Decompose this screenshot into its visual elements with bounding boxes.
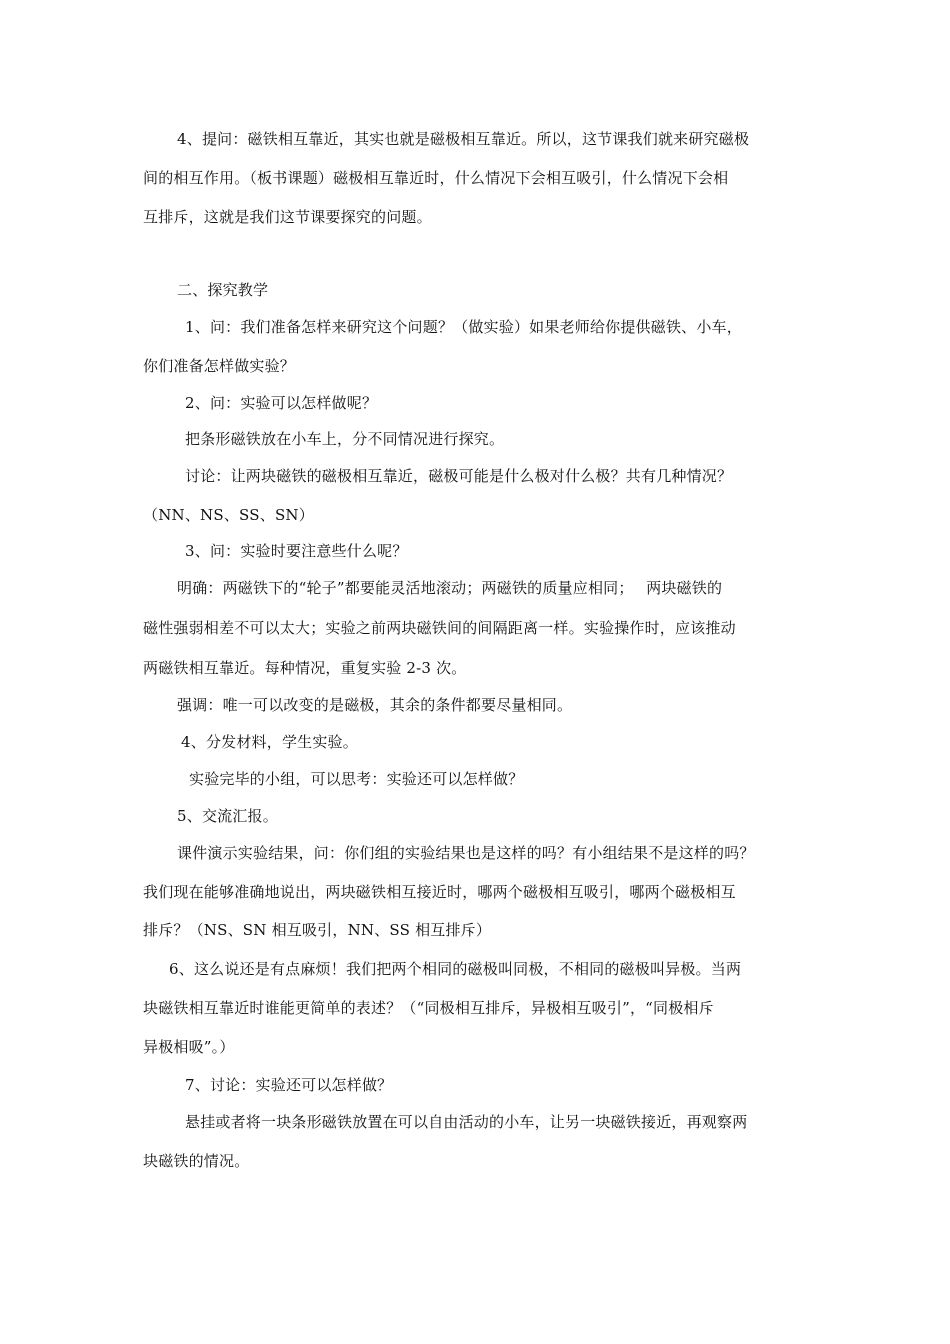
paragraph-line: 块磁铁的情况。: [143, 1152, 250, 1170]
paragraph-line: 课件演示实验结果，问：你们组的实验结果也是这样的吗？有小组结果不是这样的吗？: [177, 844, 755, 862]
paragraph-line: 间的相互作用。（板书课题）磁极相互靠近时，什么情况下会相互吸引，什么情况下会相: [143, 169, 729, 187]
paragraph-line: 4、提问：磁铁相互靠近，其实也就是磁极相互靠近。所以，这节课我们就来研究磁极: [177, 130, 750, 148]
paragraph-line: 把条形磁铁放在小车上，分不同情况进行探究。: [185, 430, 505, 448]
paragraph-line: 磁性强弱相差不可以太大；实验之前两块磁铁间的间隔距离一样。实验操作时，应该推动: [143, 619, 736, 637]
paragraph-line: 互排斥，这就是我们这节课要探究的问题。: [143, 208, 432, 226]
paragraph-line: 排斥？（NS、SN 相互吸引，NN、SS 相互排斥）: [143, 921, 492, 939]
paragraph-line: 1、问：我们准备怎样来研究这个问题？（做实验）如果老师给你提供磁铁、小车，: [185, 318, 742, 336]
paragraph-line: 5、交流汇报。: [177, 807, 278, 825]
paragraph-line: 2、问：实验可以怎样做呢？: [185, 394, 378, 412]
paragraph-line: 6、这么说还是有点麻烦！我们把两个相同的磁极叫同极，不相同的磁极叫异极。当两: [169, 960, 742, 978]
paragraph-line: 我们现在能够准确地说出，两块磁铁相互接近时，哪两个磁极相互吸引，哪两个磁极相互: [143, 883, 736, 901]
paragraph-line: 3、问：实验时要注意些什么呢？: [185, 542, 408, 560]
paragraph-line: 块磁铁相互靠近时谁能更简单的表述？（“同极相互排斥，异极相互吸引”，“同极相斥: [143, 999, 714, 1017]
paragraph-line: 两磁铁相互靠近。每种情况，重复实验 2-3 次。: [143, 659, 467, 677]
paragraph-line: 7、讨论：实验还可以怎样做？: [185, 1076, 393, 1094]
paragraph-line: 强调：唯一可以改变的是磁极，其余的条件都要尽量相同。: [177, 696, 573, 714]
section-heading: 二、探究教学: [177, 281, 269, 299]
paragraph-line: 实验完毕的小组，可以思考：实验还可以怎样做？: [189, 770, 524, 788]
paragraph-line: （NN、NS、SS、SN）: [143, 506, 314, 524]
paragraph-line: 讨论：让两块磁铁的磁极相互靠近，磁极可能是什么极对什么极？共有几种情况？: [185, 467, 733, 485]
paragraph-line: 4、分发材料，学生实验。: [181, 733, 358, 751]
paragraph-line: 明确：两磁铁下的“轮子”都要能灵活地滚动；两磁铁的质量应相同； 两块磁铁的: [177, 579, 723, 597]
paragraph-line: 悬挂或者将一块条形磁铁放置在可以自由活动的小车，让另一块磁铁接近，再观察两: [185, 1113, 748, 1131]
paragraph-line: 异极相吸”。）: [143, 1038, 235, 1056]
paragraph-line: 你们准备怎样做实验？: [143, 357, 296, 375]
